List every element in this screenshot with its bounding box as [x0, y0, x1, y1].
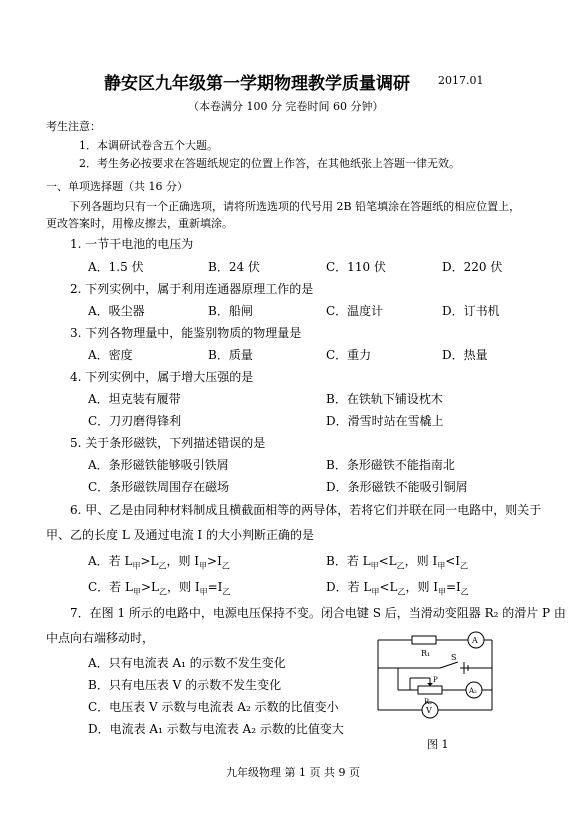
option-c: C．条形磁铁周围存在磁场	[88, 480, 230, 494]
section-instruction-1: 下列各题均只有一个正确选项，请将所选选项的代号用 2B 铅笔填涂在答题纸的相应位置上，	[69, 200, 521, 213]
label-r2: R₂	[424, 698, 433, 706]
exam-date: 2017.01	[438, 74, 484, 87]
section-instruction-2: 更改答案时，用橡皮擦去，重新填涂。	[46, 217, 233, 230]
question-stem: 4. 下列实例中，属于增大压强的是	[70, 370, 254, 384]
label-r1: R₁	[421, 649, 431, 658]
question-stem: 3. 下列各物理量中，能鉴别物质的物理量是	[70, 326, 302, 340]
option-c: C．电压表 V 示数与电流表 A₂ 示数的比值变小	[88, 700, 339, 714]
question-stem: 2. 下列实例中，属于利用连通器原理工作的是	[70, 282, 314, 296]
question-stem: 6. 甲、乙是由同种材料制成且横截面相等的两导体，若将它们并联在同一电路中，则关于	[70, 503, 542, 517]
option-d: D．若 $L_甲<L_乙$，则 $I_甲=I_乙$	[326, 580, 469, 597]
option-b: B．只有电压表 V 的示数不发生变化	[88, 678, 282, 692]
option-c: C．若 $L_甲>L_乙$，则 $I_甲=I_乙$	[88, 580, 231, 597]
option-d: D．条形磁铁不能吸引铜屑	[326, 480, 468, 494]
option-a: A．条形磁铁能够吸引铁屑	[88, 458, 229, 472]
resistor-r2-icon	[418, 686, 442, 694]
option-a: A．若 $L_甲>L_乙$，则 $I_甲>I_乙$	[88, 554, 230, 571]
option-c: C．重力	[326, 348, 372, 362]
question-stem: 中点向右端移动时，	[46, 631, 155, 645]
option-a: A．密度	[88, 348, 133, 362]
page-title: 静安区九年级第一学期物理教学质量调研	[104, 74, 410, 94]
option-d: D．220 伏	[442, 260, 503, 274]
option-b: B．24 伏	[208, 260, 260, 274]
exam-subtitle: （本卷满分 100 分 完卷时间 60 分钟）	[188, 100, 384, 113]
option-d: D．订书机	[442, 304, 500, 318]
label-v: V	[426, 706, 432, 715]
option-c: C．110 伏	[326, 260, 386, 274]
page-footer: 九年级物理 第 1 页 共 9 页	[226, 766, 360, 779]
option-c: C．温度计	[326, 304, 384, 318]
circuit-diagram	[370, 628, 500, 740]
option-b: B．条形磁铁不能指南北	[326, 458, 455, 472]
option-c: C．刀刃磨得锋利	[88, 414, 182, 428]
figure-caption: 图 1	[427, 738, 449, 751]
question-stem: 5. 关于条形磁铁，下列描述错误的是	[70, 436, 266, 450]
label-a1: A	[472, 636, 478, 645]
note-2: 2．考生务必按要求在答题纸规定的位置上作答，在其他纸张上答题一律无效。	[79, 157, 460, 170]
option-b: B．在铁轨下铺设枕木	[326, 392, 443, 406]
question-stem: 7．在图 1 所示的电路中，电源电压保持不变。闭合电键 S 后，当滑动变阻器 R₂ 的滑片 P 由	[70, 606, 566, 620]
option-a: A．只有电流表 A₁ 的示数不发生变化	[88, 656, 286, 670]
option-b: B．若 $L_甲<L_乙$，则 $I_甲<I_乙$	[326, 554, 468, 571]
option-d: D．滑雪时站在雪橇上	[326, 414, 444, 428]
label-a2: A₂	[469, 687, 477, 695]
option-b: B．船闸	[208, 304, 253, 318]
option-a: A．坦克装有履带	[88, 392, 181, 406]
option-d: D．电流表 A₁ 示数与电流表 A₂ 示数的比值变大	[88, 722, 344, 736]
label-p: P	[433, 676, 438, 684]
resistor-r1-icon	[412, 636, 436, 644]
label-s: S	[451, 653, 457, 662]
question-stem: 1. 一节干电池的电压为	[70, 237, 194, 251]
option-a: A．1.5 伏	[88, 260, 144, 274]
switch-s-icon	[440, 662, 458, 668]
section-heading: 一、单项选择题（共 16 分）	[46, 180, 188, 193]
question-stem: 甲、乙的长度 L 及通过电流 I 的大小判断正确的是	[46, 528, 314, 542]
option-d: D．热量	[442, 348, 488, 362]
notes-heading: 考生注意：	[46, 120, 101, 133]
note-1: 1．本调研试卷含五个大题。	[79, 139, 218, 152]
option-b: B．质量	[208, 348, 253, 362]
option-a: A．吸尘器	[88, 304, 145, 318]
